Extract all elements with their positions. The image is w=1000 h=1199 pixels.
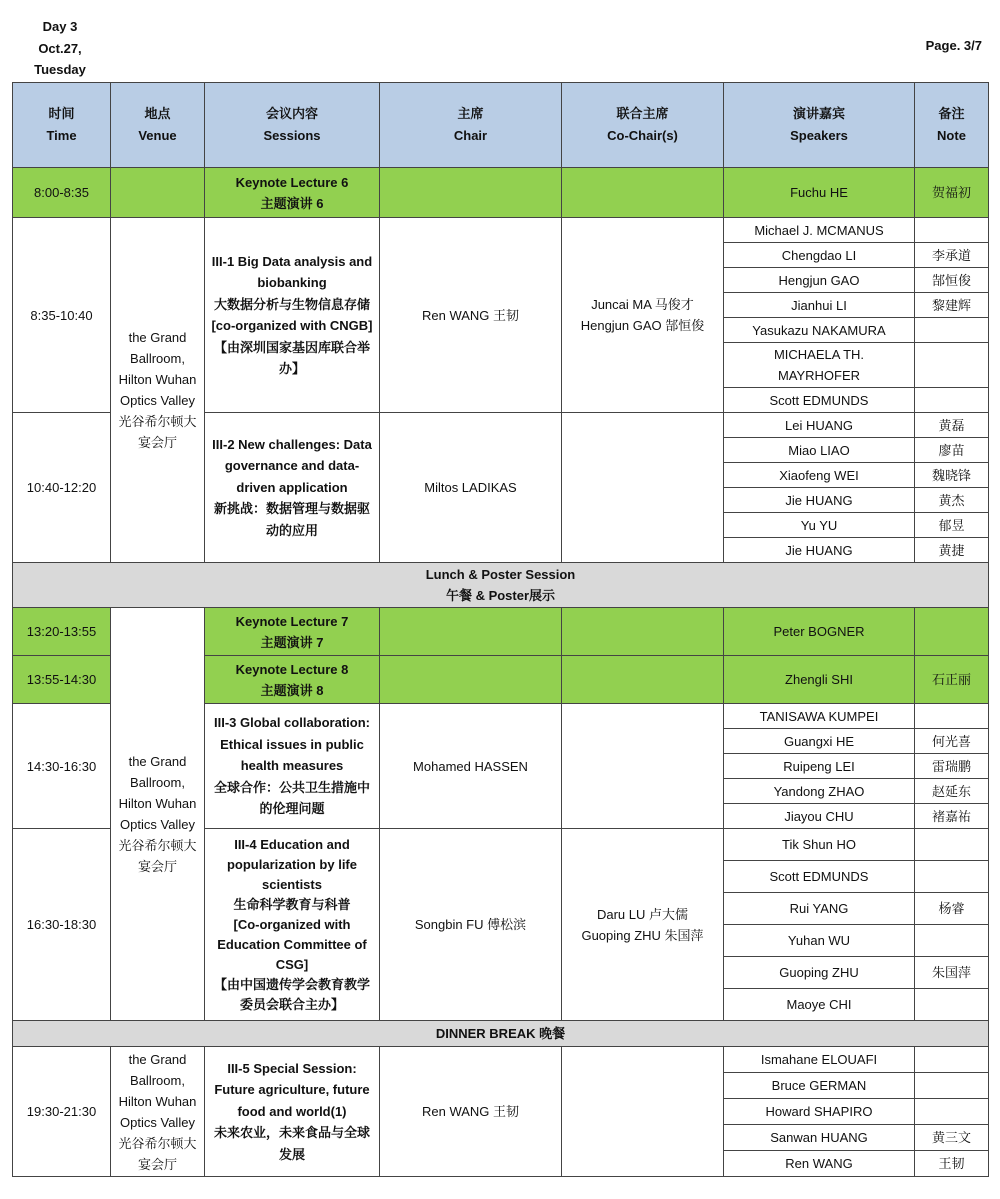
keynote-7-row: [13, 608, 989, 656]
note-cell: 黎建辉: [915, 293, 989, 318]
session-title: III-4 Education and popularization by life scientists 生命科学教育与科普 [Co-organized with Education Committee of CSG] 【由中国遗传学会教育教学 委员会联合主办】: [205, 829, 380, 1021]
note-cell: 何光喜: [915, 729, 989, 754]
note-cell: 杨睿: [915, 893, 989, 925]
note-cell: [915, 318, 989, 343]
speaker-cell: MICHAELA TH. MAYRHOFER: [724, 343, 915, 388]
speaker-cell: Sanwan HUANG: [724, 1125, 915, 1151]
speaker-cell: Jie HUANG: [724, 538, 915, 563]
session-title: III-1 Big Data analysis and biobanking 大数据分析与生物信息存储 [co-organized with CNGB] 【由深圳国家基因库联合举 办】: [205, 218, 380, 413]
speaker-cell: Lei HUANG: [724, 413, 915, 438]
date-label: Oct.27,: [38, 40, 82, 56]
speaker-cell: Yandong ZHAO: [724, 779, 915, 804]
note-cell: [915, 388, 989, 413]
note-cell: 石正丽: [915, 656, 989, 704]
note-cell: [915, 1099, 989, 1125]
dinner-label: DINNER BREAK 晚餐: [13, 1021, 989, 1047]
note-cell: 雷瑞鹏: [915, 754, 989, 779]
col-header-time: 时间 Time: [13, 83, 111, 168]
cochair-cell: [562, 704, 724, 829]
speaker-cell: Fuchu HE: [724, 168, 915, 218]
speaker-cell: Jianhui LI: [724, 293, 915, 318]
time-cell: 10:40-12:20: [13, 413, 111, 563]
speaker-cell: TANISAWA KUMPEI: [724, 704, 915, 729]
day-header: [14, 16, 106, 81]
chair-cell: Ren WANG 王韧: [380, 218, 562, 413]
keynote-title: Keynote Lecture 8 主题演讲 8: [205, 656, 380, 704]
speaker-cell: Yasukazu NAKAMURA: [724, 318, 915, 343]
speaker-cell: Guangxi HE: [724, 729, 915, 754]
session-title: III-3 Global collaboration: Ethical issues in public health measures 全球合作：公共卫生措施中 的伦理问题: [205, 704, 380, 829]
note-cell: 朱国萍: [915, 957, 989, 989]
note-cell: [915, 861, 989, 893]
speaker-cell: Chengdao LI: [724, 243, 915, 268]
keynote-title: Keynote Lecture 6 主题演讲 6: [205, 168, 380, 218]
note-cell: 褚嘉祐: [915, 804, 989, 829]
venue-cell: the Grand Ballroom, Hilton Wuhan Optics Valley 光谷希尔顿大 宴会厅: [111, 1047, 205, 1177]
note-cell: [915, 925, 989, 957]
note-cell: 廖苗: [915, 438, 989, 463]
lunch-label: Lunch & Poster Session 午餐 & Poster展示: [13, 563, 989, 608]
time-cell: 8:35-10:40: [13, 218, 111, 413]
note-cell: 黄磊: [915, 413, 989, 438]
speaker-cell: Peter BOGNER: [724, 608, 915, 656]
time-cell: 13:20-13:55: [13, 608, 111, 656]
note-cell: 魏晓锋: [915, 463, 989, 488]
speaker-cell: Ismahane ELOUAFI: [724, 1047, 915, 1073]
chair-cell: Mohamed HASSEN: [380, 704, 562, 829]
note-cell: [915, 829, 989, 861]
note-cell: 王韧: [915, 1151, 989, 1177]
cochair-cell: Daru LU 卢大儒 Guoping ZHU 朱国萍: [562, 829, 724, 1021]
venue-cell: the Grand Ballroom, Hilton Wuhan Optics Valley 光谷希尔顿大 宴会厅: [111, 608, 205, 1021]
note-cell: [915, 989, 989, 1021]
col-header-venue: 地点 Venue: [111, 83, 205, 168]
note-cell: [915, 343, 989, 388]
note-cell: 郜恒俊: [915, 268, 989, 293]
speaker-cell: Bruce GERMAN: [724, 1073, 915, 1099]
note-cell: [915, 608, 989, 656]
speaker-cell: Hengjun GAO: [724, 268, 915, 293]
speaker-cell: Yu YU: [724, 513, 915, 538]
speaker-cell: Jiayou CHU: [724, 804, 915, 829]
time-cell: 14:30-16:30: [13, 704, 111, 829]
note-cell: [915, 704, 989, 729]
speaker-cell: Scott EDMUNDS: [724, 388, 915, 413]
speaker-cell: Miao LIAO: [724, 438, 915, 463]
time-cell: 8:00-8:35: [13, 168, 111, 218]
note-cell: 黄三文: [915, 1125, 989, 1151]
keynote-6-row: [13, 168, 989, 218]
session-title: III-5 Special Session: Future agriculture, future food and world(1) 未来农业，未来食品与全球 发展: [205, 1047, 380, 1177]
note-cell: 郁昱: [915, 513, 989, 538]
venue-cell: the Grand Ballroom, Hilton Wuhan Optics Valley 光谷希尔顿大 宴会厅: [111, 218, 205, 563]
col-header-cochair: 联合主席 Co-Chair(s): [562, 83, 724, 168]
note-cell: 贺福初: [915, 168, 989, 218]
dinner-row: [13, 1021, 989, 1047]
table-header-row: [13, 83, 989, 168]
note-cell: [915, 1047, 989, 1073]
speaker-cell: Michael J. MCMANUS: [724, 218, 915, 243]
session-title: III-2 New challenges: Data governance and data- driven application 新挑战：数据管理与数据驱 动的应用: [205, 413, 380, 563]
weekday-label: Tuesday: [34, 62, 86, 77]
speaker-cell: Rui YANG: [724, 893, 915, 925]
col-header-speakers: 演讲嘉宾 Speakers: [724, 83, 915, 168]
speaker-cell: Maoye CHI: [724, 989, 915, 1021]
speaker-cell: Tik Shun HO: [724, 829, 915, 861]
time-cell: 19:30-21:30: [13, 1047, 111, 1177]
col-header-sessions: 会议内容 Sessions: [205, 83, 380, 168]
chair-cell: Ren WANG 王韧: [380, 1047, 562, 1177]
chair-cell: Miltos LADIKAS: [380, 413, 562, 563]
schedule-table: [12, 82, 989, 1177]
lunch-row: [13, 563, 989, 608]
cochair-cell: [562, 1047, 724, 1177]
speaker-cell: Xiaofeng WEI: [724, 463, 915, 488]
speaker-cell: Ren WANG: [724, 1151, 915, 1177]
speaker-cell: Zhengli SHI: [724, 656, 915, 704]
note-cell: [915, 1073, 989, 1099]
session-row: [13, 218, 989, 243]
note-cell: 黄捷: [915, 538, 989, 563]
speaker-cell: Ruipeng LEI: [724, 754, 915, 779]
chair-cell: Songbin FU 傅松滨: [380, 829, 562, 1021]
note-cell: 赵延东: [915, 779, 989, 804]
cochair-cell: Juncai MA 马俊才 Hengjun GAO 郜恒俊: [562, 218, 724, 413]
session-row: [13, 1047, 989, 1073]
speaker-cell: Guoping ZHU: [724, 957, 915, 989]
time-cell: 13:55-14:30: [13, 656, 111, 704]
page-number: Page. 3/7: [925, 38, 982, 53]
cochair-cell: [562, 413, 724, 563]
col-header-note: 备注 Note: [915, 83, 989, 168]
speaker-cell: Scott EDMUNDS: [724, 861, 915, 893]
time-cell: 16:30-18:30: [13, 829, 111, 1021]
day-label: Day 3: [42, 19, 78, 34]
speaker-cell: Howard SHAPIRO: [724, 1099, 915, 1125]
note-cell: 黄杰: [915, 488, 989, 513]
speaker-cell: Yuhan WU: [724, 925, 915, 957]
note-cell: 李承道: [915, 243, 989, 268]
speaker-cell: Jie HUANG: [724, 488, 915, 513]
keynote-title: Keynote Lecture 7 主题演讲 7: [205, 608, 380, 656]
note-cell: [915, 218, 989, 243]
col-header-chair: 主席 Chair: [380, 83, 562, 168]
